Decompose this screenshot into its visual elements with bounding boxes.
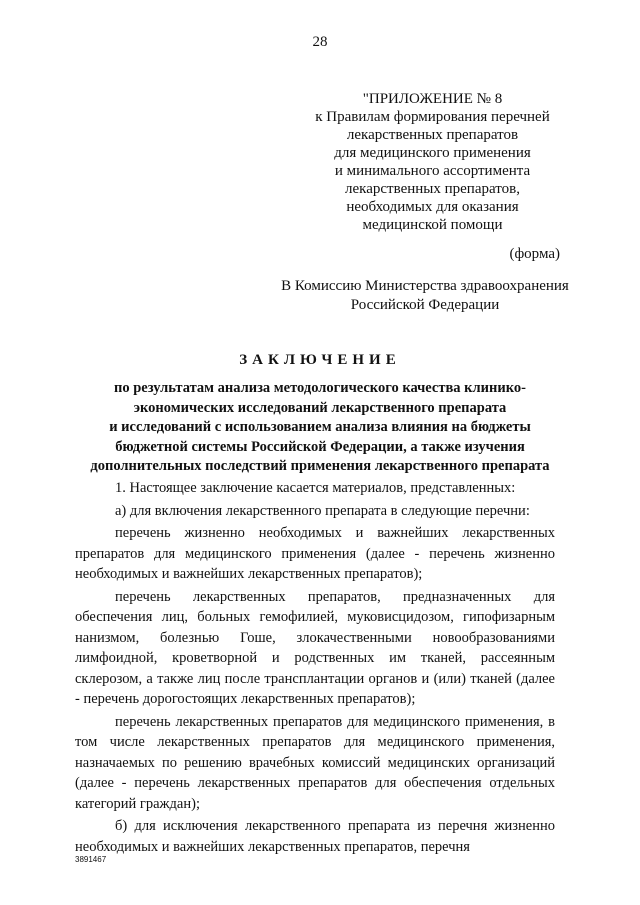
- subtitle-line: бюджетной системы Российской Федерации, а также изучения: [115, 438, 525, 455]
- paragraph: б) для исключения лекарственного препарата из перечня жизненно необходимых и важнейших лекарственных препаратов, перечня: [75, 818, 555, 855]
- form-mark: (форма): [509, 246, 560, 262]
- paragraph: перечень лекарственных препаратов для медицинского применения, в том числе лекарственных препаратов для медицинского применения, назначаемых по решению врачебных комиссий медицинских организаций (далее - перечень лекарственных препаратов для обеспечения отдельных категорий граждан);: [75, 713, 555, 812]
- annex-line: необходимых для оказания: [346, 199, 519, 215]
- document-body: [75, 478, 555, 857]
- paragraph: перечень жизненно необходимых и важнейших лекарственных препаратов для медицинского применения (далее - перечень жизненно необходимых и важнейших лекарственных препаратов);: [75, 525, 555, 582]
- annex-header: [300, 90, 565, 234]
- addressee-line: В Комиссию Министерства здравоохранения: [281, 278, 569, 294]
- paragraph: перечень лекарственных препаратов, предназначенных для обеспечения лиц, больных гемофилией, муковисцидозом, гипофизарным нанизмом, болезнью Гоше, злокачественными новообразованиями лимфоидной, кроветворной и родственных им тканей, рассеянным склерозом, а также лиц после трансплантации органов и (или) тканей (далее - перечень дорогостоящих лекарственных препаратов);: [75, 588, 555, 707]
- document-code: 3891467: [75, 855, 107, 864]
- annex-line: лекарственных препаратов,: [345, 181, 520, 197]
- annex-line: для медицинского применения: [334, 145, 531, 161]
- paragraph: 1. Настоящее заключение касается материалов, представленных:: [115, 480, 516, 496]
- page-number: 28: [312, 34, 328, 50]
- annex-line: к Правилам формирования перечней: [315, 109, 550, 125]
- addressee-line: Российской Федерации: [350, 297, 500, 313]
- paragraph: а) для включения лекарственного препарата в следующие перечни:: [115, 502, 530, 519]
- subtitle-line: по результатам анализа методологического качества клинико-: [114, 380, 526, 396]
- subtitle-line: экономических исследований лекарственного препарата: [133, 399, 507, 416]
- annex-line: медицинской помощи: [362, 217, 503, 233]
- annex-line: и минимального ассортимента: [334, 163, 531, 179]
- document-title: ЗАКЛЮЧЕНИЕ: [239, 352, 401, 368]
- subtitle-line: дополнительных последствий применения лекарственного препарата: [90, 458, 550, 474]
- document-subtitle: [60, 379, 580, 477]
- subtitle-line: и исследований с использованием анализа влияния на бюджеты: [109, 419, 531, 435]
- addressee: [260, 277, 590, 315]
- annex-line: лекарственных препаратов: [346, 127, 519, 143]
- annex-title: "ПРИЛОЖЕНИЕ № 8: [362, 91, 503, 107]
